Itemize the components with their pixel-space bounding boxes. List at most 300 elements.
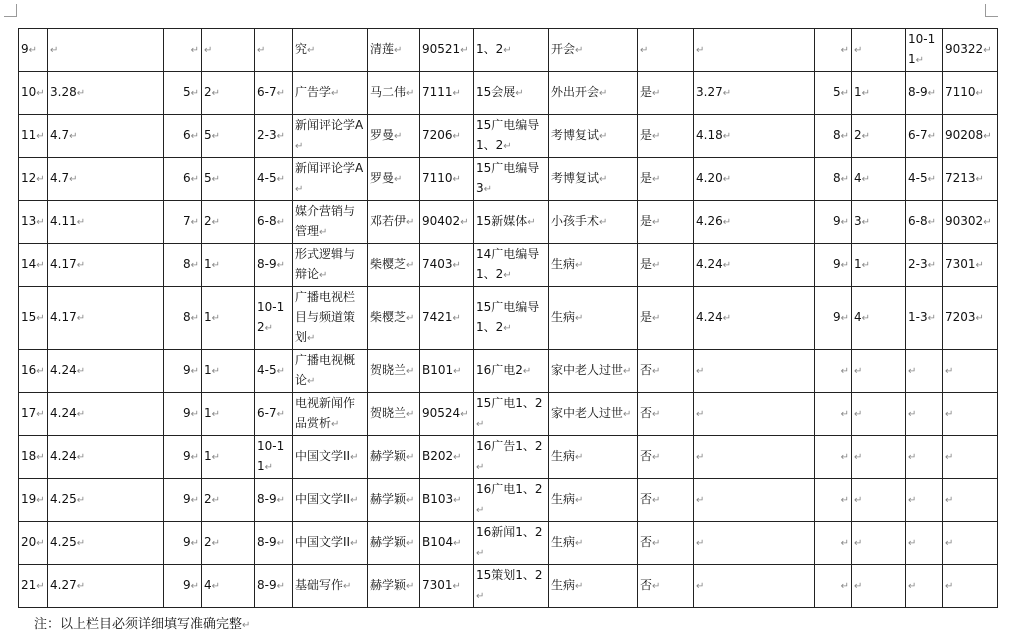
cell-text: 4.24 bbox=[50, 449, 77, 463]
cell-text: 2 bbox=[854, 128, 862, 142]
cell-c14 bbox=[906, 72, 943, 115]
paragraph-mark-icon: ↵ bbox=[908, 538, 917, 549]
cell-text: 否 bbox=[640, 449, 653, 463]
paragraph-mark-icon: ↵ bbox=[76, 452, 86, 463]
cell-text: 是 bbox=[640, 85, 653, 99]
cell-c13 bbox=[852, 244, 906, 287]
paragraph-mark-icon: ↵ bbox=[861, 217, 871, 228]
paragraph-mark-icon: ↵ bbox=[927, 313, 936, 324]
paragraph-mark-icon: ↵ bbox=[76, 260, 86, 271]
cell-text: 1 bbox=[854, 257, 862, 271]
cell-text: 16新闻1、2 bbox=[476, 525, 543, 539]
cell-c13 bbox=[852, 201, 906, 244]
cell-idx bbox=[19, 287, 48, 350]
cell-room2 bbox=[943, 201, 998, 244]
cell-text: 1-3 bbox=[908, 310, 928, 324]
paragraph-mark-icon: ↵ bbox=[276, 581, 285, 592]
cell-reason bbox=[549, 72, 638, 115]
table-row bbox=[19, 115, 998, 158]
paragraph-mark-icon: ↵ bbox=[211, 495, 221, 506]
paragraph-mark-icon: ↵ bbox=[927, 131, 936, 142]
paragraph-mark-icon: ↵ bbox=[211, 88, 221, 99]
paragraph-mark-icon: ↵ bbox=[945, 409, 954, 420]
paragraph-mark-icon: ↵ bbox=[840, 409, 849, 420]
cell-c14 bbox=[906, 436, 943, 479]
cell-text: 4.24 bbox=[50, 406, 77, 420]
paragraph-mark-icon: ↵ bbox=[331, 419, 340, 430]
cell-text: 生病 bbox=[551, 578, 576, 592]
cell-idx bbox=[19, 72, 48, 115]
table-body bbox=[19, 29, 998, 608]
cell-c12 bbox=[815, 244, 852, 287]
paragraph-mark-icon: ↵ bbox=[28, 45, 38, 56]
paragraph-mark-icon: ↵ bbox=[652, 217, 661, 228]
paragraph-mark-icon: ↵ bbox=[854, 45, 863, 56]
paragraph-mark-icon: ↵ bbox=[927, 260, 936, 271]
paragraph-mark-icon: ↵ bbox=[76, 366, 86, 377]
cell-c3 bbox=[202, 29, 255, 72]
paragraph-mark-icon: ↵ bbox=[861, 88, 871, 99]
cell-room bbox=[420, 522, 474, 565]
table-row bbox=[19, 201, 998, 244]
cell-c2 bbox=[164, 436, 202, 479]
paragraph-mark-icon: ↵ bbox=[652, 366, 661, 377]
cell-c1 bbox=[48, 201, 164, 244]
paragraph-mark-icon: ↵ bbox=[406, 366, 415, 377]
cell-room bbox=[420, 436, 474, 479]
paragraph-mark-icon: ↵ bbox=[190, 313, 199, 324]
cell-text: B101 bbox=[422, 363, 454, 377]
cell-c3 bbox=[202, 201, 255, 244]
cell-c11 bbox=[694, 393, 815, 436]
cell-c1 bbox=[48, 565, 164, 608]
cell-text: 10 bbox=[21, 85, 37, 99]
paragraph-mark-icon: ↵ bbox=[522, 366, 532, 377]
paragraph-mark-icon: ↵ bbox=[840, 495, 849, 506]
cell-c3 bbox=[202, 244, 255, 287]
cell-c11 bbox=[694, 158, 815, 201]
paragraph-mark-icon: ↵ bbox=[854, 538, 863, 549]
paragraph-mark-icon: ↵ bbox=[406, 217, 415, 228]
paragraph-mark-icon: ↵ bbox=[276, 366, 285, 377]
cell-course bbox=[293, 72, 368, 115]
paragraph-mark-icon: ↵ bbox=[453, 452, 462, 463]
paragraph-mark-icon: ↵ bbox=[975, 174, 984, 185]
cell-c10 bbox=[638, 287, 694, 350]
paragraph-mark-icon: ↵ bbox=[476, 548, 485, 559]
cell-teacher bbox=[368, 350, 420, 393]
cell-idx bbox=[19, 115, 48, 158]
cell-text: 7213 bbox=[945, 171, 976, 185]
cell-room2 bbox=[943, 350, 998, 393]
paragraph-mark-icon: ↵ bbox=[453, 366, 462, 377]
cell-class bbox=[474, 522, 549, 565]
cell-text: 4.27 bbox=[50, 578, 77, 592]
cell-teacher bbox=[368, 201, 420, 244]
cell-text: 广播电视栏目与频道策划 bbox=[295, 290, 356, 344]
cell-c1 bbox=[48, 29, 164, 72]
paragraph-mark-icon: ↵ bbox=[599, 88, 608, 99]
paragraph-mark-icon: ↵ bbox=[652, 581, 661, 592]
paragraph-mark-icon: ↵ bbox=[211, 313, 221, 324]
paragraph-mark-icon: ↵ bbox=[406, 409, 415, 420]
cell-text: 1 bbox=[854, 85, 862, 99]
paragraph-mark-icon: ↵ bbox=[460, 217, 469, 228]
cell-text: 9 bbox=[182, 535, 191, 549]
cell-text: 90524 bbox=[422, 406, 461, 420]
cell-text: 小孩手术 bbox=[551, 214, 600, 228]
cell-text: 1 bbox=[204, 406, 212, 420]
paragraph-mark-icon: ↵ bbox=[476, 591, 485, 602]
table-row bbox=[19, 522, 998, 565]
cell-c14 bbox=[906, 158, 943, 201]
cell-text: B103 bbox=[422, 492, 454, 506]
paragraph-mark-icon: ↵ bbox=[503, 270, 512, 281]
cell-text: 10-11 bbox=[257, 439, 285, 473]
paragraph-mark-icon: ↵ bbox=[36, 313, 45, 324]
paragraph-mark-icon: ↵ bbox=[452, 88, 461, 99]
cell-reason bbox=[549, 201, 638, 244]
cell-c2 bbox=[164, 479, 202, 522]
paragraph-mark-icon: ↵ bbox=[307, 333, 316, 344]
table-row bbox=[19, 244, 998, 287]
paragraph-mark-icon: ↵ bbox=[76, 313, 86, 324]
cell-text: 外出开会 bbox=[551, 85, 600, 99]
cell-course bbox=[293, 350, 368, 393]
cell-text: 1 bbox=[204, 449, 212, 463]
cell-reason bbox=[549, 350, 638, 393]
cell-text: 7206 bbox=[422, 128, 453, 142]
cell-teacher bbox=[368, 565, 420, 608]
cell-text: 开会 bbox=[551, 42, 576, 56]
paragraph-mark-icon: ↵ bbox=[640, 45, 649, 56]
cell-room bbox=[420, 565, 474, 608]
paragraph-mark-icon: ↵ bbox=[242, 620, 251, 631]
cell-c3 bbox=[202, 287, 255, 350]
cell-c10 bbox=[638, 565, 694, 608]
cell-course bbox=[293, 29, 368, 72]
cell-room bbox=[420, 29, 474, 72]
cell-text: 电视新闻作品赏析 bbox=[295, 396, 356, 430]
cell-c4 bbox=[255, 287, 293, 350]
paragraph-mark-icon: ↵ bbox=[696, 452, 705, 463]
cell-c10 bbox=[638, 29, 694, 72]
paragraph-mark-icon: ↵ bbox=[476, 505, 485, 516]
cell-teacher bbox=[368, 29, 420, 72]
paragraph-mark-icon: ↵ bbox=[599, 217, 608, 228]
paragraph-mark-icon: ↵ bbox=[36, 88, 45, 99]
cell-text: 生病 bbox=[551, 257, 576, 271]
paragraph-mark-icon: ↵ bbox=[652, 131, 661, 142]
cell-text: 否 bbox=[640, 535, 653, 549]
cell-c1 bbox=[48, 393, 164, 436]
cell-text: 5 bbox=[182, 85, 191, 99]
cell-text: 2 bbox=[204, 214, 212, 228]
cell-c3 bbox=[202, 522, 255, 565]
cell-room bbox=[420, 287, 474, 350]
paragraph-mark-icon: ↵ bbox=[460, 409, 469, 420]
cell-text: 4.7 bbox=[50, 171, 70, 185]
cell-text: 9 bbox=[21, 42, 29, 56]
cell-c13 bbox=[852, 436, 906, 479]
cell-text: 2-3 bbox=[257, 128, 277, 142]
cell-text: 10-12 bbox=[257, 300, 285, 334]
cell-c10 bbox=[638, 201, 694, 244]
cell-idx bbox=[19, 29, 48, 72]
paragraph-mark-icon: ↵ bbox=[36, 495, 45, 506]
cell-c10 bbox=[638, 436, 694, 479]
cell-room2 bbox=[943, 244, 998, 287]
paragraph-mark-icon: ↵ bbox=[276, 409, 285, 420]
cell-teacher bbox=[368, 479, 420, 522]
cell-text: 形式逻辑与辩论 bbox=[295, 247, 356, 281]
cell-teacher bbox=[368, 287, 420, 350]
paragraph-mark-icon: ↵ bbox=[840, 45, 849, 56]
cell-text: 基础写作 bbox=[295, 578, 344, 592]
cell-c14 bbox=[906, 29, 943, 72]
cell-c11 bbox=[694, 72, 815, 115]
paragraph-mark-icon: ↵ bbox=[652, 495, 661, 506]
cell-text: 3 bbox=[854, 214, 862, 228]
paragraph-mark-icon: ↵ bbox=[722, 260, 732, 271]
cell-c12 bbox=[815, 29, 852, 72]
paragraph-mark-icon: ↵ bbox=[476, 419, 485, 430]
cell-text: 9 bbox=[832, 310, 841, 324]
cell-text: 1 bbox=[204, 363, 212, 377]
cell-c14 bbox=[906, 479, 943, 522]
cell-c12 bbox=[815, 201, 852, 244]
paragraph-mark-icon: ↵ bbox=[696, 409, 705, 420]
paragraph-mark-icon: ↵ bbox=[307, 376, 316, 387]
paragraph-mark-icon: ↵ bbox=[722, 88, 732, 99]
cell-text: 8-9 bbox=[908, 85, 928, 99]
paragraph-mark-icon: ↵ bbox=[840, 131, 849, 142]
cell-text: B104 bbox=[422, 535, 454, 549]
paragraph-mark-icon: ↵ bbox=[211, 409, 221, 420]
cell-c10 bbox=[638, 479, 694, 522]
paragraph-mark-icon: ↵ bbox=[840, 452, 849, 463]
paragraph-mark-icon: ↵ bbox=[276, 131, 285, 142]
cell-idx bbox=[19, 393, 48, 436]
cell-text: 贺晓兰 bbox=[370, 363, 407, 377]
cell-c11 bbox=[694, 522, 815, 565]
paragraph-mark-icon: ↵ bbox=[652, 174, 661, 185]
cell-text: 90322 bbox=[945, 42, 984, 56]
cell-text: 罗曼 bbox=[370, 171, 395, 185]
cell-c14 bbox=[906, 350, 943, 393]
cell-course bbox=[293, 522, 368, 565]
paragraph-mark-icon: ↵ bbox=[319, 270, 328, 281]
cell-text: 2 bbox=[204, 535, 212, 549]
cell-c3 bbox=[202, 479, 255, 522]
cell-text: 6 bbox=[182, 171, 191, 185]
paragraph-mark-icon: ↵ bbox=[652, 409, 661, 420]
cell-class bbox=[474, 287, 549, 350]
table-row bbox=[19, 350, 998, 393]
cell-course bbox=[293, 201, 368, 244]
cell-c11 bbox=[694, 565, 815, 608]
paragraph-mark-icon: ↵ bbox=[722, 313, 732, 324]
cell-room2 bbox=[943, 29, 998, 72]
table-row bbox=[19, 29, 998, 72]
cell-text: 1 bbox=[204, 310, 212, 324]
cell-course bbox=[293, 479, 368, 522]
cell-c1 bbox=[48, 287, 164, 350]
paragraph-mark-icon: ↵ bbox=[295, 184, 304, 195]
paragraph-mark-icon: ↵ bbox=[476, 462, 485, 473]
cell-idx bbox=[19, 201, 48, 244]
cell-c2 bbox=[164, 244, 202, 287]
cell-text: 4 bbox=[854, 171, 862, 185]
cell-class bbox=[474, 350, 549, 393]
paragraph-mark-icon: ↵ bbox=[394, 45, 403, 56]
cell-text: 生病 bbox=[551, 492, 576, 506]
page-corner-mark-right bbox=[985, 4, 998, 17]
paragraph-mark-icon: ↵ bbox=[652, 538, 661, 549]
paragraph-mark-icon: ↵ bbox=[983, 131, 992, 142]
cell-c4 bbox=[255, 29, 293, 72]
cell-text: 生病 bbox=[551, 449, 576, 463]
paragraph-mark-icon: ↵ bbox=[915, 55, 925, 66]
cell-c4 bbox=[255, 244, 293, 287]
cell-c11 bbox=[694, 287, 815, 350]
paragraph-mark-icon: ↵ bbox=[350, 452, 359, 463]
paragraph-mark-icon: ↵ bbox=[76, 581, 86, 592]
cell-class bbox=[474, 393, 549, 436]
cell-text: 新闻评论学A bbox=[295, 161, 364, 175]
paragraph-mark-icon: ↵ bbox=[211, 131, 221, 142]
cell-c2 bbox=[164, 158, 202, 201]
paragraph-mark-icon: ↵ bbox=[575, 452, 584, 463]
paragraph-mark-icon: ↵ bbox=[483, 184, 493, 195]
cell-c13 bbox=[852, 350, 906, 393]
paragraph-mark-icon: ↵ bbox=[36, 581, 45, 592]
cell-idx bbox=[19, 479, 48, 522]
cell-room2 bbox=[943, 436, 998, 479]
paragraph-mark-icon: ↵ bbox=[406, 452, 415, 463]
cell-text: 6-7 bbox=[908, 128, 928, 142]
cell-c12 bbox=[815, 565, 852, 608]
cell-c12 bbox=[815, 287, 852, 350]
cell-text: 家中老人过世 bbox=[551, 363, 624, 377]
cell-c13 bbox=[852, 479, 906, 522]
cell-text: 新闻评论学A bbox=[295, 118, 364, 132]
cell-text: 13 bbox=[21, 214, 37, 228]
paragraph-mark-icon: ↵ bbox=[975, 313, 984, 324]
cell-c13 bbox=[852, 565, 906, 608]
cell-text: 是 bbox=[640, 171, 653, 185]
cell-text: 21 bbox=[21, 578, 37, 592]
paragraph-mark-icon: ↵ bbox=[36, 366, 45, 377]
paragraph-mark-icon: ↵ bbox=[503, 141, 512, 152]
cell-c10 bbox=[638, 244, 694, 287]
paragraph-mark-icon: ↵ bbox=[406, 313, 415, 324]
cell-text: 4.17 bbox=[50, 257, 77, 271]
paragraph-mark-icon: ↵ bbox=[211, 366, 221, 377]
paragraph-mark-icon: ↵ bbox=[652, 88, 661, 99]
cell-c14 bbox=[906, 393, 943, 436]
paragraph-mark-icon: ↵ bbox=[575, 538, 584, 549]
cell-text: 6-8 bbox=[908, 214, 928, 228]
cell-text: 1 bbox=[204, 257, 212, 271]
cell-course bbox=[293, 436, 368, 479]
cell-c14 bbox=[906, 522, 943, 565]
cell-teacher bbox=[368, 244, 420, 287]
cell-text: 19 bbox=[21, 492, 37, 506]
cell-idx bbox=[19, 350, 48, 393]
cell-c12 bbox=[815, 350, 852, 393]
cell-class bbox=[474, 244, 549, 287]
paragraph-mark-icon: ↵ bbox=[76, 538, 86, 549]
paragraph-mark-icon: ↵ bbox=[927, 174, 936, 185]
cell-c2 bbox=[164, 393, 202, 436]
paragraph-mark-icon: ↵ bbox=[460, 45, 469, 56]
paragraph-mark-icon: ↵ bbox=[861, 174, 871, 185]
cell-idx bbox=[19, 436, 48, 479]
page-corner-mark-left bbox=[4, 4, 17, 17]
cell-course bbox=[293, 287, 368, 350]
cell-text: 9 bbox=[832, 257, 841, 271]
cell-c4 bbox=[255, 436, 293, 479]
cell-c1 bbox=[48, 522, 164, 565]
cell-reason bbox=[549, 287, 638, 350]
paragraph-mark-icon: ↵ bbox=[69, 131, 78, 142]
paragraph-mark-icon: ↵ bbox=[36, 174, 45, 185]
table-row bbox=[19, 287, 998, 350]
paragraph-mark-icon: ↵ bbox=[722, 174, 732, 185]
cell-idx bbox=[19, 522, 48, 565]
cell-class bbox=[474, 115, 549, 158]
cell-text: 8 bbox=[832, 171, 841, 185]
paragraph-mark-icon: ↵ bbox=[854, 409, 863, 420]
cell-text: 9 bbox=[182, 578, 191, 592]
paragraph-mark-icon: ↵ bbox=[319, 227, 328, 238]
cell-room bbox=[420, 393, 474, 436]
paragraph-mark-icon: ↵ bbox=[854, 581, 863, 592]
cell-c1 bbox=[48, 72, 164, 115]
cell-class bbox=[474, 565, 549, 608]
cell-c10 bbox=[638, 350, 694, 393]
paragraph-mark-icon: ↵ bbox=[503, 45, 512, 56]
cell-c14 bbox=[906, 565, 943, 608]
cell-c11 bbox=[694, 201, 815, 244]
paragraph-mark-icon: ↵ bbox=[945, 538, 954, 549]
cell-c4 bbox=[255, 201, 293, 244]
cell-teacher bbox=[368, 72, 420, 115]
cell-text: 16 bbox=[21, 363, 37, 377]
paragraph-mark-icon: ↵ bbox=[257, 45, 266, 56]
paragraph-mark-icon: ↵ bbox=[406, 88, 415, 99]
cell-text: 考博复试 bbox=[551, 171, 600, 185]
cell-c11 bbox=[694, 115, 815, 158]
cell-text: 6-7 bbox=[257, 406, 277, 420]
paragraph-mark-icon: ↵ bbox=[307, 45, 316, 56]
paragraph-mark-icon: ↵ bbox=[295, 141, 304, 152]
paragraph-mark-icon: ↵ bbox=[276, 495, 285, 506]
cell-c11 bbox=[694, 244, 815, 287]
cell-room2 bbox=[943, 393, 998, 436]
cell-c1 bbox=[48, 436, 164, 479]
paragraph-mark-icon: ↵ bbox=[264, 462, 274, 473]
paragraph-mark-icon: ↵ bbox=[452, 581, 461, 592]
paragraph-mark-icon: ↵ bbox=[575, 45, 584, 56]
cell-text: 15会展 bbox=[476, 85, 516, 99]
cell-course bbox=[293, 115, 368, 158]
cell-idx bbox=[19, 158, 48, 201]
cell-text: 8 bbox=[182, 257, 191, 271]
cell-text: 是 bbox=[640, 310, 653, 324]
cell-c3 bbox=[202, 350, 255, 393]
